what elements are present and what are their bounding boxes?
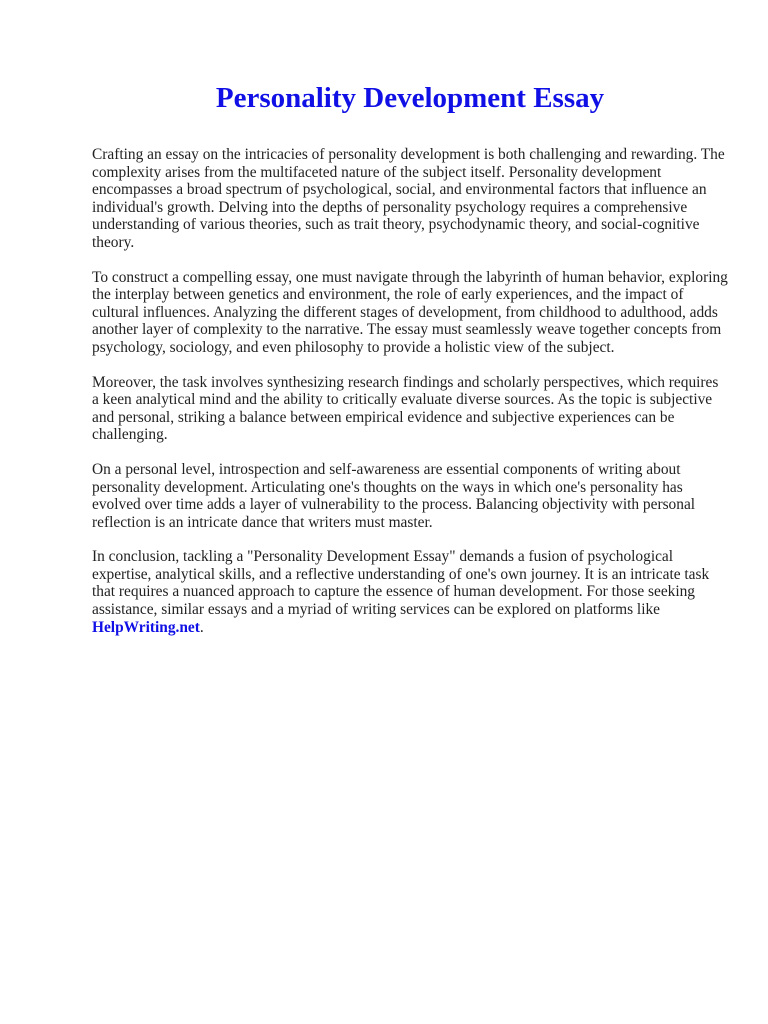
trailing-period: .	[199, 618, 204, 636]
paragraph-1: Crafting an essay on the intricacies of personality development is both challenging and rewarding. The complexity arises from the multifaceted nature of the subject itself. Personality development encompasses a broad spectrum of psychological, social, and environmental factors that influence an individual's growth. Delving into the depths of personality psychology requires a comprehensive understanding of various theories, such as trait theory, psychodynamic theory, and social-cognitive theory.	[92, 146, 725, 251]
paragraph-3: Moreover, the task involves synthesizing research findings and scholarly perspectives, which requires a keen analytical mind and the ability to critically evaluate diverse sources. As the topic is subjective and personal, striking a balance between empirical evidence and subjective experiences can be challenging.	[92, 373, 719, 444]
helpwriting-link[interactable]: HelpWriting.net	[92, 618, 200, 636]
paragraph-2: To construct a compelling essay, one must navigate through the labyrinth of human behavior, exploring the interplay between genetics and environment, the role of early experiences, and the impact of cultural influences. Analyzing the different stages of development, from childhood to adulthood, adds another layer of complexity to the narrative. The essay must seamlessly weave together concepts from psychology, sociology, and even philosophy to provide a holistic view of the subject.	[92, 268, 728, 356]
paragraph-conclusion	[92, 548, 728, 636]
paragraph-4: On a personal level, introspection and self-awareness are essential components of writing about personality development. Articulating one's thoughts on the ways in which one's personality has evolved over time adds a layer of vulnerability to the process. Balancing objectivity with personal reflection is an intricate dance that writers must master.	[92, 460, 696, 531]
essay-body	[92, 146, 728, 636]
page-title: Personality Development Essay	[215, 82, 605, 114]
conclusion-text: In conclusion, tackling a "Personality Development Essay" demands a fusion of psychological expertise, analytical skills, and a reflective understanding of one's own journey. It is an intricate task that requires a nuanced approach to capture the essence of human development. For those seeking assistance, similar essays and a myriad of writing services can be explored on platforms like	[92, 548, 710, 619]
